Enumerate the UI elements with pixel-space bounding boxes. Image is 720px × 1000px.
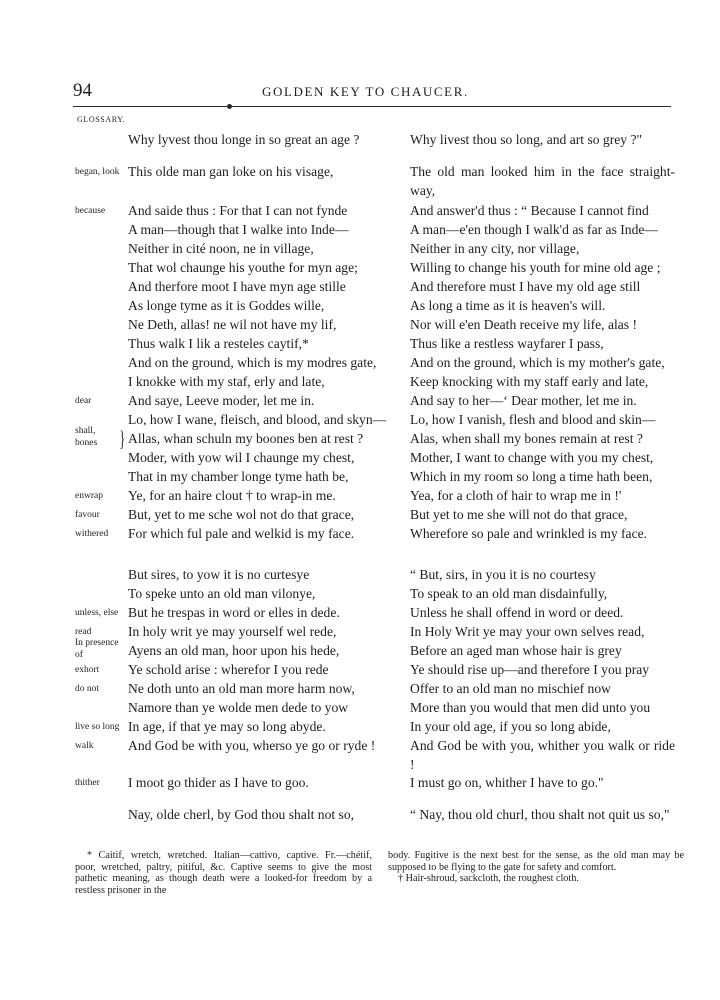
header-rule [73, 106, 671, 107]
middle-english-line: Ye, for an haire clout † to wrap-in me. [128, 488, 336, 503]
modern-english-line: Neither in any city, nor village, [410, 241, 580, 256]
modern-english-line: And say to her—‘ Dear mother, let me in. [410, 393, 637, 408]
middle-english-line: That wol chaunge his youthe for myn age; [128, 260, 358, 275]
middle-english-line: A man—though that I walke into Inde— [128, 222, 349, 237]
middle-english-line: But, yet to me sche wol not do that grace, [128, 507, 355, 522]
modern-english-line: Thus like a restless wayfarer I pass, [410, 336, 604, 351]
middle-english-line: Why lyvest thou longe in so great an age ? [128, 132, 360, 147]
running-head: GOLDEN KEY TO CHAUCER. [262, 84, 469, 99]
glossary-note: shall, bones [75, 426, 98, 448]
glossary-note: unless, else [75, 608, 119, 618]
modern-english-line: Keep knocking with my staff early and late, [410, 374, 649, 389]
glossary-note: walk [75, 741, 94, 751]
modern-english-line: “ But, sirs, in you it is no courtesy [410, 567, 596, 582]
header-rule-ornament [227, 104, 232, 109]
modern-english-line: Offer to an old man no mischief now [410, 681, 611, 696]
middle-english-line: Namore than ye wolde men dede to yow [128, 700, 349, 715]
middle-english-line: Lo, how I wane, fleisch, and blood, and skyn— [128, 412, 387, 427]
glossary-note: because [75, 206, 106, 216]
glossary-note: enwrap [75, 491, 103, 501]
middle-english-line: And therfore moot I have myn age stille [128, 279, 346, 294]
middle-english-line: That in my chamber longe tyme hath be, [128, 469, 349, 484]
modern-english-line: Unless he shall offend in word or deed. [410, 605, 624, 620]
glossary-note: dear [75, 396, 92, 406]
modern-english-line: But yet to me she will not do that grace, [410, 507, 628, 522]
modern-english-line: And on the ground, which is my mother's gate, [410, 355, 665, 370]
middle-english-line: And God be with you, wherso ye go or ryde ! [128, 738, 376, 753]
middle-english-line: And saide thus : For that I can not fynde [128, 203, 348, 218]
modern-english-line: As long a time as it is heaven's will. [410, 298, 606, 313]
glossary-note: live so long [75, 722, 120, 732]
glossary-label: GLOSSARY. [77, 115, 126, 124]
modern-english-line: Nor will e'en Death receive my life, alas ! [410, 317, 638, 332]
modern-english-line: A man—e'en though I walk'd as far as Inde— [410, 222, 659, 237]
glossary-note: do not [75, 684, 100, 694]
modern-english-line: Lo, how I vanish, flesh and blood and skin— [410, 412, 656, 427]
footnote-caitif: * Caitif, wretch, wretched. Italian—cattivo, captive. Fr.—chétif, poor, wretched, paltry, pitiful, &c. Captive seems to give the most pathetic meaning, as though death were a looked-for freedom by a restless prisoner in the [75, 850, 372, 896]
modern-english-line: Why livest thou so long, and art so grey ?" [410, 132, 643, 147]
middle-english-line: For which ful pale and welkid is my face. [128, 526, 355, 541]
middle-english-line: Ne Deth, allas! ne wil not have my lif, [128, 317, 337, 332]
middle-english-line: I moot go thider as I have to goo. [128, 775, 309, 790]
modern-english-line: The old man looked him in the face straight-way, [410, 164, 675, 198]
modern-english-line: And God be with you, whither you walk or ride ! [410, 738, 675, 772]
modern-english-line: And answer'd thus : “ Because I cannot find [410, 203, 649, 218]
modern-english-line: “ Nay, thou old churl, thou shalt not quit us so," [410, 807, 670, 822]
middle-english-line: But he trespas in word or elles in dede. [128, 605, 340, 620]
modern-english-line: I must go on, whither I have to go." [410, 775, 604, 790]
middle-english-line: Ne doth unto an old man more harm now, [128, 681, 355, 696]
glossary-brace: } [119, 426, 126, 451]
modern-english-line: Willing to change his youth for mine old age ; [410, 260, 661, 275]
footnote-caitif-continued: body. Fugitive is the next best for the sense, as the old man may be supposed to be flying to the gate for safety and comfort. [388, 850, 684, 873]
glossary-note: favour [75, 510, 100, 520]
middle-english-line: Allas, whan schuln my boones ben at rest ? [128, 431, 364, 446]
glossary-note: In presence of [75, 638, 119, 660]
middle-english-line: Nay, olde cherl, by God thou shalt not so, [128, 807, 355, 822]
middle-english-line: And saye, Leeve moder, let me in. [128, 393, 315, 408]
middle-english-line: To speke unto an old man vilonye, [128, 586, 316, 601]
middle-english-line: In holy writ ye may yourself wel rede, [128, 624, 337, 639]
middle-english-line: This olde man gan loke on his visage, [128, 164, 334, 179]
modern-english-line: Wherefore so pale and wrinkled is my face. [410, 526, 648, 541]
modern-english-line: In Holy Writ ye may your own selves read, [410, 624, 645, 639]
modern-english-line: To speak to an old man disdainfully, [410, 586, 608, 601]
modern-english-line: In your old age, if you so long abide, [410, 719, 611, 734]
glossary-note: withered [75, 529, 109, 539]
glossary-note: read [75, 627, 92, 637]
footnote-hair-clout: † Hair-shroud, sackcloth, the roughest cloth. [398, 873, 579, 885]
middle-english-line: As longe tyme as it is Goddes wille, [128, 298, 325, 313]
modern-english-line: And therefore must I have my old age still [410, 279, 641, 294]
modern-english-line: Which in my room so long a time hath been, [410, 469, 653, 484]
middle-english-line: Ye schold arise : wherefor I you rede [128, 662, 329, 677]
middle-english-line: I knokke with my staf, erly and late, [128, 374, 325, 389]
middle-english-line: In age, if that ye may so long abyde. [128, 719, 326, 734]
middle-english-line: And on the ground, which is my modres gate, [128, 355, 377, 370]
glossary-note: thither [75, 778, 100, 788]
modern-english-line: Alas, when shall my bones remain at rest ? [410, 431, 643, 446]
middle-english-line: Thus walk I lik a resteles caytif,* [128, 336, 309, 351]
middle-english-line: Ayens an old man, hoor upon his hede, [128, 643, 340, 658]
middle-english-line: Neither in cité noon, ne in village, [128, 241, 314, 256]
modern-english-line: More than you would that men did unto you [410, 700, 651, 715]
glossary-note: began, look [75, 167, 120, 177]
modern-english-line: Yea, for a cloth of hair to wrap me in !' [410, 488, 622, 503]
footnotes-right-column [388, 850, 684, 885]
glossary-note: exhort [75, 665, 100, 675]
page-number: 94 [73, 80, 92, 101]
modern-english-line: Before an aged man whose hair is grey [410, 643, 622, 658]
modern-english-line: Mother, I want to change with you my chest, [410, 450, 654, 465]
modern-english-line: Ye should rise up—and therefore I you pray [410, 662, 650, 677]
middle-english-line: But sires, to yow it is no curtesye [128, 567, 310, 582]
middle-english-line: Moder, with yow wil I chaunge my chest, [128, 450, 355, 465]
